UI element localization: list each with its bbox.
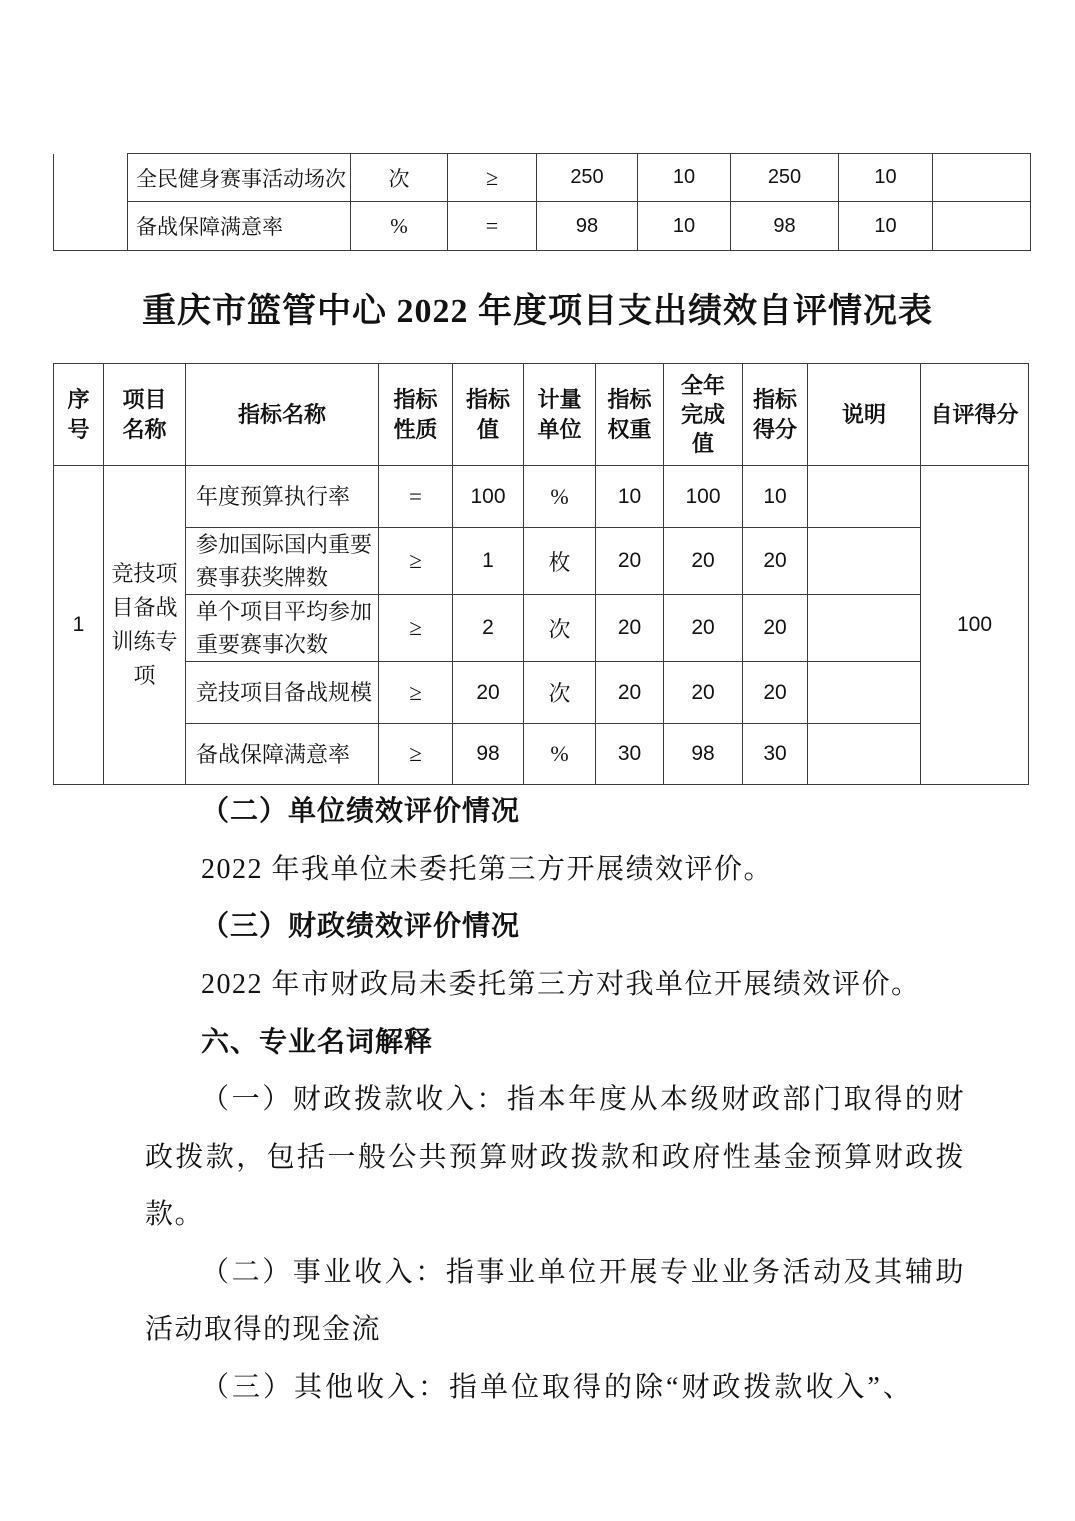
heading-unit-eval: （二）单位绩效评价情况 <box>201 796 521 827</box>
heading-fiscal-eval: （三）财政绩效评价情况 <box>201 911 521 943</box>
score-cell: 10 <box>839 202 933 251</box>
target-value-cell: 2 <box>453 595 524 662</box>
self-score-cell: 100 <box>921 466 1029 785</box>
header-indicator-nature: 指标性质 <box>379 364 453 466</box>
indicator-name-cell: 全民健身赛事活动场次 <box>128 154 351 202</box>
header-weight: 指标权重 <box>596 364 664 466</box>
header-self-score: 自评得分 <box>921 364 1029 466</box>
target-value-cell: 98 <box>453 724 524 785</box>
completion-cell: 98 <box>664 724 743 785</box>
target-value-cell: 98 <box>537 202 638 251</box>
target-value-cell: 20 <box>453 662 524 724</box>
self-eval-table <box>53 363 1029 785</box>
target-value-cell: 250 <box>537 154 638 202</box>
indicator-name-cell: 备战保障满意率 <box>186 724 379 785</box>
weight-cell: 20 <box>596 595 664 662</box>
weight-cell: 10 <box>638 154 731 202</box>
score-cell: 30 <box>743 724 808 785</box>
para-term-other-income: （三）其他收入：指单位取得的除“财政拨款收入”、 <box>201 1371 914 1403</box>
completion-cell: 100 <box>664 466 743 528</box>
para-term-business-income: （二）事业收入：指事业单位开展专业业务活动及其辅助活动取得的现金流 <box>145 1256 965 1346</box>
para-unit-eval: 2022 年我单位未委托第三方开展绩效评价。 <box>201 853 774 885</box>
completion-cell: 98 <box>731 202 839 251</box>
header-project-name: 项目名称 <box>104 364 186 466</box>
indicator-name-cell: 年度预算执行率 <box>186 466 379 528</box>
indicator-name-cell: 竞技项目备战规模 <box>186 662 379 724</box>
score-cell: 20 <box>743 595 808 662</box>
page-title: 重庆市篮管中心 2022 年度项目支出绩效自评情况表 <box>142 293 933 330</box>
weight-cell: 10 <box>596 466 664 528</box>
note-cell <box>808 724 921 785</box>
unit-cell: 次 <box>524 595 596 662</box>
unit-cell: % <box>524 724 596 785</box>
para-term-fiscal-income: （一）财政拨款收入：指本年度从本级财政部门取得的财政拨款，包括一般公共预算财政拨款和政府性基金预算财政拨款。 <box>145 1083 965 1231</box>
completion-cell: 20 <box>664 528 743 595</box>
continuation-table <box>53 153 1031 251</box>
note-cell <box>933 154 1031 202</box>
weight-cell: 20 <box>596 528 664 595</box>
nature-cell: = <box>448 202 537 251</box>
nature-cell: ≥ <box>379 724 453 785</box>
indicator-name-cell: 单个项目平均参加重要赛事次数 <box>186 595 379 662</box>
header-note: 说明 <box>808 364 921 466</box>
unit-cell: % <box>524 466 596 528</box>
header-serial: 序号 <box>54 364 104 466</box>
completion-cell: 250 <box>731 154 839 202</box>
header-completion: 全年完成值 <box>664 364 743 466</box>
continuation-stub-cell <box>54 154 128 251</box>
header-score: 指标得分 <box>743 364 808 466</box>
note-cell <box>933 202 1031 251</box>
note-cell <box>808 662 921 724</box>
completion-cell: 20 <box>664 662 743 724</box>
note-cell <box>808 528 921 595</box>
nature-cell: = <box>379 466 453 528</box>
header-indicator-name: 指标名称 <box>186 364 379 466</box>
score-cell: 20 <box>743 662 808 724</box>
nature-cell: ≥ <box>379 528 453 595</box>
note-cell <box>808 595 921 662</box>
note-cell <box>808 466 921 528</box>
target-value-cell: 1 <box>453 528 524 595</box>
completion-cell: 20 <box>664 595 743 662</box>
unit-cell: 次 <box>524 662 596 724</box>
para-fiscal-eval: 2022 年市财政局未委托第三方对我单位开展绩效评价。 <box>201 968 921 1000</box>
unit-cell: 枚 <box>524 528 596 595</box>
nature-cell: ≥ <box>379 595 453 662</box>
header-unit: 计量单位 <box>524 364 596 466</box>
weight-cell: 30 <box>596 724 664 785</box>
unit-cell: 次 <box>351 154 448 202</box>
score-cell: 10 <box>839 154 933 202</box>
target-value-cell: 100 <box>453 466 524 528</box>
indicator-name-cell: 参加国际国内重要赛事获奖牌数 <box>186 528 379 595</box>
weight-cell: 20 <box>596 662 664 724</box>
project-name-cell: 竞技项目备战训练专项 <box>104 466 186 785</box>
heading-terms: 六、专业名词解释 <box>201 1026 434 1058</box>
score-cell: 10 <box>743 466 808 528</box>
body-text <box>145 783 965 1417</box>
unit-cell: % <box>351 202 448 251</box>
serial-cell: 1 <box>54 466 104 785</box>
weight-cell: 10 <box>638 202 731 251</box>
header-indicator-value: 指标值 <box>453 364 524 466</box>
indicator-name-cell: 备战保障满意率 <box>128 202 351 251</box>
nature-cell: ≥ <box>448 154 537 202</box>
score-cell: 20 <box>743 528 808 595</box>
nature-cell: ≥ <box>379 662 453 724</box>
